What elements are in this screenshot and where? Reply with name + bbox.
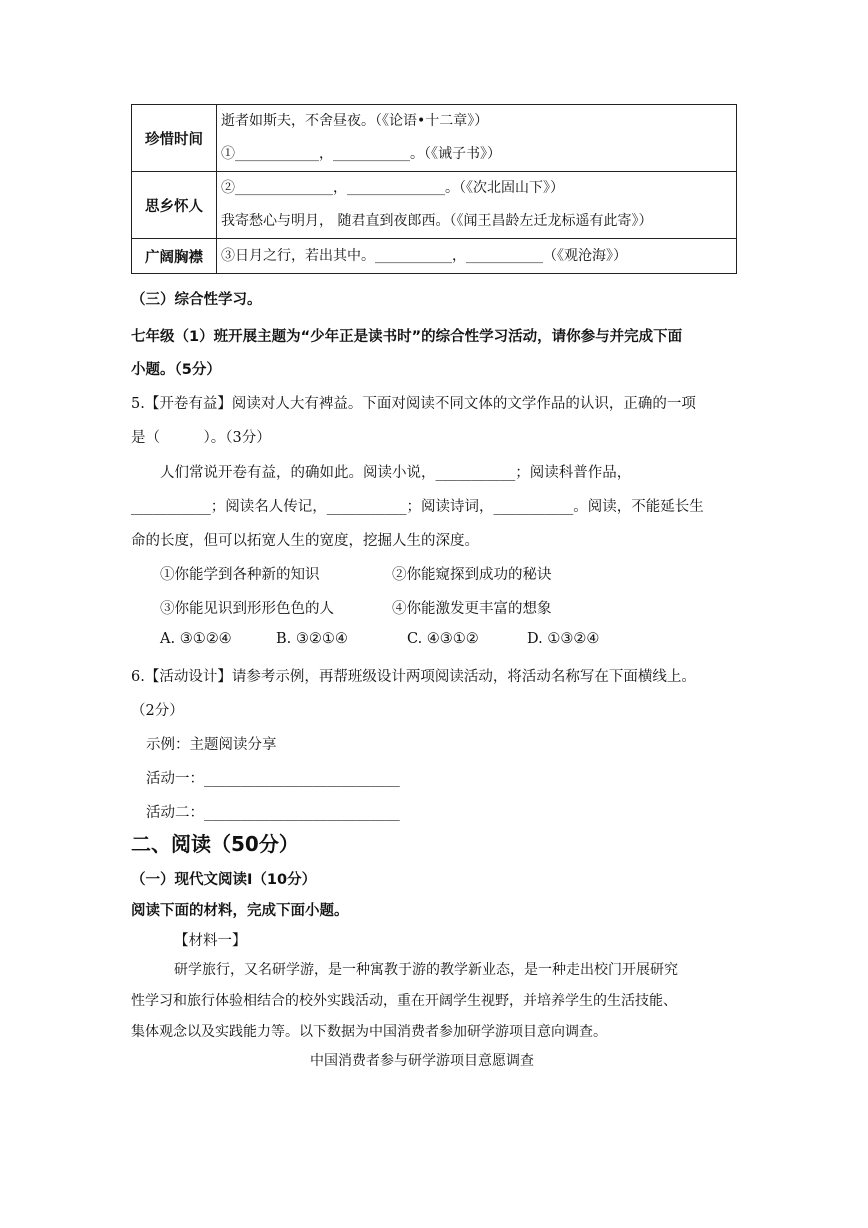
fill-blank-line[interactable]: ①____________，___________。（《诫子书》） [221, 146, 501, 162]
activity-two-field[interactable]: 活动二：___________________________ [146, 805, 400, 821]
content-cell [217, 105, 737, 172]
fill-blank-line[interactable]: ②______________，______________。（《次北固山下》） [221, 180, 564, 196]
section-intro-line: 小题。（5分） [131, 362, 221, 378]
part-heading: 二、阅读（50分） [131, 832, 299, 856]
theme-cell: 广阔胸襟 [132, 239, 217, 274]
option-item: ②你能窥探到成功的秘诀 [392, 567, 552, 583]
section-intro-line: 七年级（1）班开展主题为“少年正是读书时”的综合性学习活动，请你参与并完成下面 [131, 329, 683, 345]
material-label: 【材料一】 [174, 933, 247, 949]
choice-d[interactable]: D. ①③②④ [527, 631, 600, 647]
option-item: ③你能见识到形形色色的人 [160, 601, 334, 617]
theme-cell: 思乡怀人 [132, 172, 217, 239]
chart-caption: 中国消费者参与研学游项目意愿调查 [310, 1053, 534, 1069]
sub-heading: （一）现代文阅读Ⅰ（10分） [131, 872, 317, 888]
content-cell [217, 172, 737, 239]
theme-cell: 珍惜时间 [132, 105, 217, 172]
table-row [132, 172, 737, 239]
content-cell [217, 239, 737, 274]
material-line: 性学习和旅行体验相结合的校外实践活动，重在开阔学生视野，并培养学生的生活技能、 [131, 993, 677, 1009]
question-6-line: （2分） [131, 703, 184, 719]
question-6-line: 6.【活动设计】请参考示例，再帮班级设计两项阅读活动，将活动名称写在下面横线上。 [131, 669, 696, 685]
choice-a[interactable]: A. ③①②④ [160, 631, 232, 647]
choice-b[interactable]: B. ③②①④ [276, 631, 348, 647]
poem-line: 我寄愁心与明月， 随君直到夜郎西。（《闻王昌龄左迁龙标遥有此寄》） [221, 213, 653, 229]
instruction-text: 阅读下面的材料，完成下面小题。 [131, 903, 349, 919]
example-text: 示例：主题阅读分享 [146, 737, 277, 753]
question-5-line: 5.【开卷有益】阅读对人大有裨益。下面对阅读不同文体的文学作品的认识，正确的一项 [131, 396, 696, 412]
passage-line: 人们常说开卷有益，的确如此。阅读小说，___________；阅读科普作品， [160, 465, 632, 481]
table-row [132, 105, 737, 172]
passage-line: 命的长度，但可以拓宽人生的宽度，挖掘人生的深度。 [131, 533, 479, 549]
passage-line: ___________；阅读名人传记，___________；阅读诗词，___________。阅读，不能延长生 [131, 499, 704, 515]
option-item: ④你能激发更丰富的想象 [392, 601, 552, 617]
material-line: 研学旅行，又名研学游，是一种寓教于游的教学新业态，是一种走出校门开展研究 [174, 962, 678, 978]
activity-one-field[interactable]: 活动一：___________________________ [146, 771, 400, 787]
poem-line: 逝者如斯夫，不舍昼夜。（《论语•十二章》） [221, 113, 489, 129]
choice-c[interactable]: C. ④③①② [407, 631, 479, 647]
poem-table [131, 104, 737, 274]
option-item: ①你能学到各种新的知识 [160, 567, 320, 583]
table-row [132, 239, 737, 274]
section-heading: （三）综合性学习。 [131, 292, 262, 308]
question-5-line: 是（ ）。（3分） [131, 430, 271, 446]
material-line: 集体观念以及实践能力等。以下数据为中国消费者参加研学游项目意向调查。 [131, 1024, 607, 1040]
fill-blank-line[interactable]: ③日月之行，若出其中。___________，___________（《观沧海》） [221, 248, 627, 264]
